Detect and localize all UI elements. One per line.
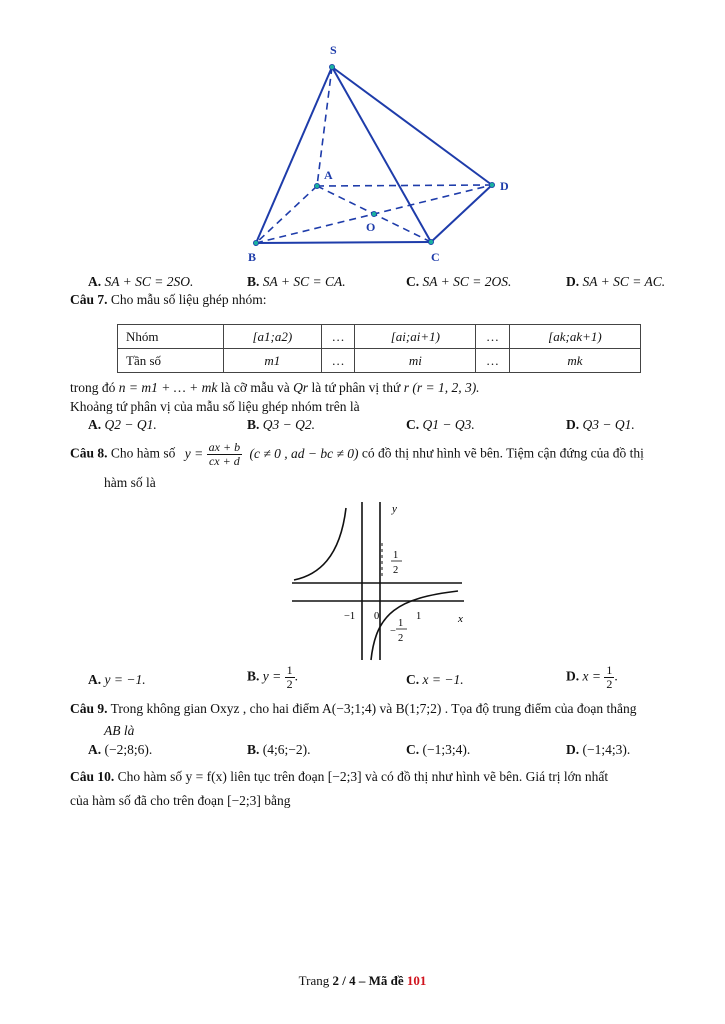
- option-letter: A.: [88, 742, 102, 757]
- question-label: Câu 7.: [70, 292, 108, 307]
- fraction-denominator: 2: [606, 677, 613, 691]
- tick-label-neg-half-den: 2: [398, 633, 404, 644]
- question-text: có đồ thị như hình vẽ bên. Tiệm cận đứng của đồ thị: [361, 445, 644, 461]
- question-text: Trong không gian Oxyz , cho hai điểm A(−3;1;4) và B(1;7;2) . Tọa độ trung điểm của đoạn thẳng: [110, 701, 637, 716]
- fraction: [207, 441, 242, 468]
- table-cell: …: [476, 325, 510, 349]
- option-text: (−1;4;3).: [582, 742, 631, 757]
- option-letter: C.: [406, 672, 420, 687]
- question-label: Câu 10.: [70, 769, 115, 784]
- q6-option-b[interactable]: [247, 274, 346, 290]
- q9-option-b[interactable]: [247, 742, 311, 758]
- table-cell: mk: [509, 349, 640, 373]
- label-b: B: [248, 250, 257, 264]
- q8-graph: [288, 498, 468, 663]
- text: là tứ phân vị thứ: [311, 380, 401, 395]
- footer-prefix: Trang: [298, 973, 333, 988]
- math: n = m1 + … + mk: [118, 380, 218, 395]
- option-letter: C.: [406, 742, 420, 757]
- text: trong đó: [70, 380, 116, 395]
- q8-option-b[interactable]: [247, 664, 298, 691]
- table-row: [118, 349, 641, 373]
- q7-option-b[interactable]: [247, 417, 315, 433]
- fraction: [285, 664, 295, 691]
- option-text: SA + SC = 2OS.: [422, 274, 512, 289]
- fraction-numerator: ax + b: [208, 440, 241, 454]
- table-cell: mi: [355, 349, 476, 373]
- option-text: Q1 − Q3.: [422, 417, 475, 432]
- table-row: [118, 325, 641, 349]
- option-text: Q3 − Q1.: [582, 417, 635, 432]
- option-letter: C.: [406, 417, 420, 432]
- q7-option-a[interactable]: [88, 417, 157, 433]
- label-a: A: [324, 168, 333, 182]
- question-text: Cho mẫu số liệu ghép nhóm:: [110, 292, 267, 307]
- option-text: Q3 − Q2.: [262, 417, 315, 432]
- question-text: Cho hàm số: [110, 445, 176, 461]
- table-cell: …: [321, 349, 355, 373]
- table-cell: …: [476, 349, 510, 373]
- page-number: 2 / 4: [332, 973, 356, 988]
- tick-label-neg-sign: −: [390, 626, 396, 637]
- q7-option-d[interactable]: [566, 417, 635, 433]
- fraction: [604, 664, 614, 691]
- option-letter: C.: [406, 274, 420, 289]
- q10-stem: [70, 769, 608, 785]
- fraction-denominator: cx + d: [208, 454, 240, 468]
- tick-label-half-num: 1: [393, 550, 399, 561]
- option-text: x = −1.: [422, 672, 464, 687]
- question-label: Câu 8.: [70, 445, 108, 461]
- fraction-numerator: 1: [606, 663, 613, 677]
- y-axis-label: y: [392, 503, 397, 515]
- q7-option-c[interactable]: [406, 417, 475, 433]
- footer-sep: – Mã đề: [355, 973, 407, 988]
- q7-definition-line: [70, 380, 480, 396]
- option-text: y = −1.: [104, 672, 146, 687]
- option-letter: A.: [88, 672, 102, 687]
- x-axis-label: x: [458, 613, 463, 625]
- exam-code: 101: [406, 973, 427, 988]
- option-text: Q2 − Q1.: [104, 417, 157, 432]
- q9-option-d[interactable]: [566, 742, 630, 758]
- option-letter: B.: [247, 274, 260, 289]
- table-cell: Tần số: [118, 349, 224, 373]
- label-d: D: [500, 179, 509, 193]
- option-letter: D.: [566, 742, 580, 757]
- question-text: Cho hàm số y = f(x) liên tục trên đoạn [−2;3] và có đồ thị như hình vẽ bên. Giá trị lớn nhất: [117, 769, 609, 784]
- option-letter: A.: [88, 274, 102, 289]
- option-letter: B.: [247, 668, 260, 684]
- text: là cỡ mẫu và: [220, 380, 290, 395]
- q6-option-c[interactable]: [406, 274, 511, 290]
- option-text: SA + SC = CA.: [262, 274, 346, 289]
- tick-label-half-den: 2: [393, 565, 399, 576]
- option-text: (4;6;−2).: [262, 742, 311, 757]
- period: .: [294, 668, 298, 684]
- table-cell: [ak;ak+1): [509, 325, 640, 349]
- label-o: O: [366, 220, 376, 234]
- option-letter: B.: [247, 742, 260, 757]
- q7-stem: [70, 292, 267, 308]
- option-text: SA + SC = AC.: [582, 274, 666, 289]
- q6-option-d[interactable]: [566, 274, 665, 290]
- option-math: x =: [582, 668, 601, 684]
- option-text: SA + SC = 2SO.: [104, 274, 194, 289]
- math: y =: [184, 445, 204, 461]
- q8-option-a[interactable]: [88, 672, 146, 688]
- q8-stem: [70, 441, 644, 468]
- tick-label-zero: 0: [374, 611, 380, 622]
- option-letter: A.: [88, 417, 102, 432]
- option-letter: D.: [566, 274, 580, 289]
- option-text: (−1;3;4).: [422, 742, 471, 757]
- option-letter: D.: [566, 668, 580, 684]
- q9-stem-line2: AB là: [104, 723, 135, 738]
- math: r (r = 1, 2, 3).: [403, 380, 480, 395]
- option-letter: D.: [566, 417, 580, 432]
- fraction-denominator: 2: [286, 677, 293, 691]
- q8-option-d[interactable]: [566, 664, 618, 691]
- question-label: Câu 9.: [70, 701, 108, 716]
- q9-option-c[interactable]: [406, 742, 470, 758]
- table-cell: Nhóm: [118, 325, 224, 349]
- table-cell: …: [321, 325, 355, 349]
- tick-label-minus-one: −1: [344, 611, 356, 622]
- table-cell: [ai;ai+1): [355, 325, 476, 349]
- pyramid-figure: [240, 40, 520, 270]
- math: Qr: [293, 380, 309, 395]
- condition: (c ≠ 0 , ad − bc ≠ 0): [249, 445, 359, 461]
- option-letter: B.: [247, 417, 260, 432]
- label-s: S: [330, 43, 337, 57]
- fraction-numerator: 1: [286, 663, 293, 677]
- frequency-table: [117, 324, 641, 373]
- q8-option-c[interactable]: [406, 672, 464, 688]
- table-cell: m1: [223, 349, 321, 373]
- label-c: C: [431, 250, 440, 264]
- option-math: y =: [262, 668, 282, 684]
- period: .: [614, 668, 618, 684]
- q9-option-a[interactable]: [88, 742, 152, 758]
- q9-stem: [70, 701, 636, 717]
- q6-option-a[interactable]: [88, 274, 193, 290]
- page-footer: [0, 973, 725, 989]
- table-cell: [a1;a2): [223, 325, 321, 349]
- option-text: (−2;8;6).: [104, 742, 153, 757]
- q10-stem-line2: của hàm số đã cho trên đoạn [−2;3] bằng: [70, 793, 291, 808]
- q7-question: Khoảng tứ phân vị của mẫu số liệu ghép nhóm trên là: [70, 399, 360, 414]
- q8-stem-line2: hàm số là: [104, 475, 156, 490]
- tick-label-neg-half-num: 1: [398, 618, 404, 629]
- tick-label-one: 1: [416, 611, 422, 622]
